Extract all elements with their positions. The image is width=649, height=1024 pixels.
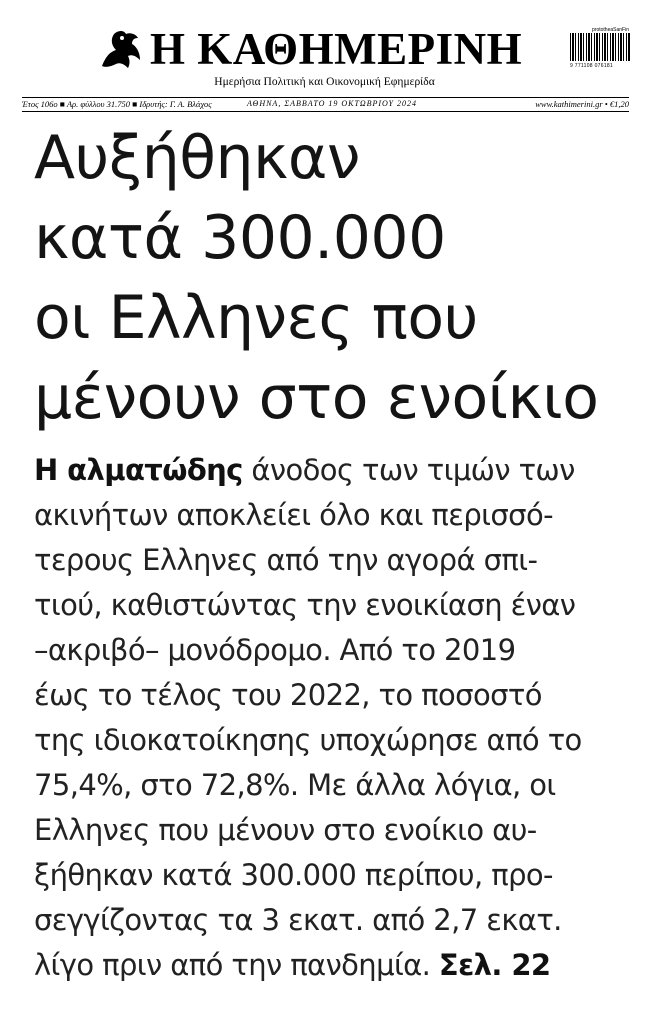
page-reference: Σελ. 22 [438,948,551,982]
headline-line: οι Ελληνες που [34,283,478,353]
newspaper-title: Η ΚΑΘΗΜΕΡΙΝΗ [150,24,523,74]
article-line: ακινήτων αποκλείει όλο και περισσό- [34,498,553,532]
article-line: ξήθηκαν κατά 300.000 περίπου, προ- [34,858,553,892]
website-price: www.kathimerini.gr • €1,20 [535,99,629,109]
bottom-rule [22,111,629,112]
headline-line: μένουν στο ενοίκιο [34,363,599,433]
article-line: σεγγίζοντας τα 3 εκατ. από 2,7 εκατ. [34,903,562,937]
barcode [570,27,630,73]
article-line-text: άνοδος των τιμών των [242,453,575,487]
masthead [0,0,649,100]
top-rule [22,97,629,98]
article-lead: Η αλματώδης [34,453,243,487]
article-line: της ιδιοκατοίκησης υποχώρησε από το [34,723,582,757]
article-line: –ακριβό– μονόδρομο. Από το 2019 [34,633,516,667]
article-line-text: λίγο πριν από την πανδημία. [34,948,431,982]
headline-line: Αυξήθηκαν [34,123,360,193]
article-line: τιού, καθιστώντας την ενοικίαση έναν [34,588,576,622]
issue-date: ΑΘΗΝΑ, ΣΑΒΒΑΤΟ 19 ΟΚΤΩΒΡΙΟΥ 2024 [247,99,417,108]
article-line: έως το τέλος του 2022, το ποσοστό [34,678,542,712]
issue-details: Έτος 106ο ■ Αρ. φύλλου 31.750 ■ Ιδρυτής: Γ. Α. Βλάχος [22,99,212,109]
headline [34,118,624,438]
barcode-digits: 9 771108 076181 [570,63,614,69]
newspaper-subtitle: Ημερήσια Πολιτική και Οικονομική Εφημερίδα [214,76,435,88]
article-line [34,943,634,988]
barcode-bars [570,33,630,61]
owl-logo-icon [96,26,144,72]
article-body [34,448,634,988]
article-line [34,448,634,493]
article-line: τερους Ελληνες από την αγορά σπι- [34,543,538,577]
headline-line: κατά 300.000 [34,203,446,273]
issue-info-bar [22,99,629,111]
article-line: Ελληνες που μένουν στο ενοίκιο αυ- [34,813,537,847]
barcode-label: prototheaSanFin [592,27,629,33]
article-line: 75,4%, στο 72,8%. Με άλλα λόγια, οι [34,768,556,802]
